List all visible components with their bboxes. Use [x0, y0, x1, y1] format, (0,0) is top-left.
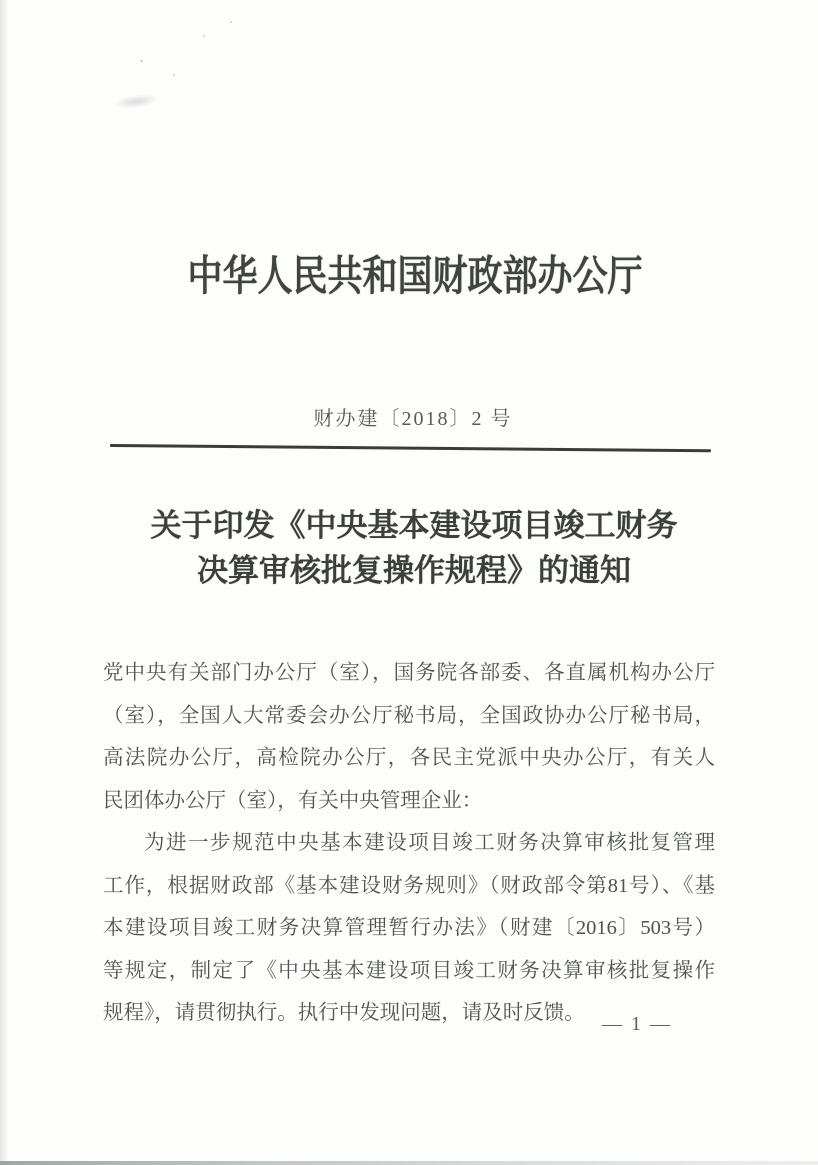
document-title-line-1: 关于印发《中央基本建设项目竣工财务 — [150, 508, 678, 543]
body-line: 高法院办公厅，高检院办公厅，各民主党派中央办公厅，有关人 — [103, 747, 715, 769]
body-line: 等规定，制定了《中央基本建设项目竣工财务决算审核批复操作 — [103, 959, 715, 982]
body-line: 民团体办公厅（室），有关中央管理企业： — [103, 789, 483, 812]
document-title-line-2: 决算审核批复操作规程》的通知 — [197, 553, 631, 588]
body-line: （室），全国人大常委会办公厅秘书局，全国政协办公厅秘书局， — [103, 704, 715, 727]
scan-speck — [173, 74, 175, 76]
scan-smudge — [112, 92, 159, 111]
body-line: 规程》，请贯彻执行。执行中发现问题，请及时反馈。 — [103, 1002, 585, 1024]
scan-speck — [203, 35, 205, 37]
document-reference-number: 财办建〔2018〕2 号 — [313, 408, 513, 430]
issuing-agency-header: 中华人民共和国财政部办公厅 — [187, 253, 643, 300]
document-body — [103, 652, 715, 1035]
body-line: 为进一步规范中央基本建设项目竣工财务决算审核批复管理 — [144, 832, 715, 854]
scan-speck — [140, 60, 143, 62]
letterhead-separator-line — [110, 444, 711, 452]
body-line: 工作，根据财政部《基本建设财务规则》（财政部令第81号）、《基 — [103, 874, 715, 897]
page-number: — 1 — — [602, 1013, 672, 1035]
document-title — [0, 503, 818, 593]
scan-bottom-edge-shadow — [0, 1161, 818, 1165]
body-line: 本建设项目竣工财务决算管理暂行办法》（财建〔2016〕503号） — [103, 917, 715, 939]
body-line: 党中央有关部门办公厅（室），国务院各部委、各直属机构办公厅 — [103, 662, 715, 684]
scan-speck — [230, 21, 232, 23]
